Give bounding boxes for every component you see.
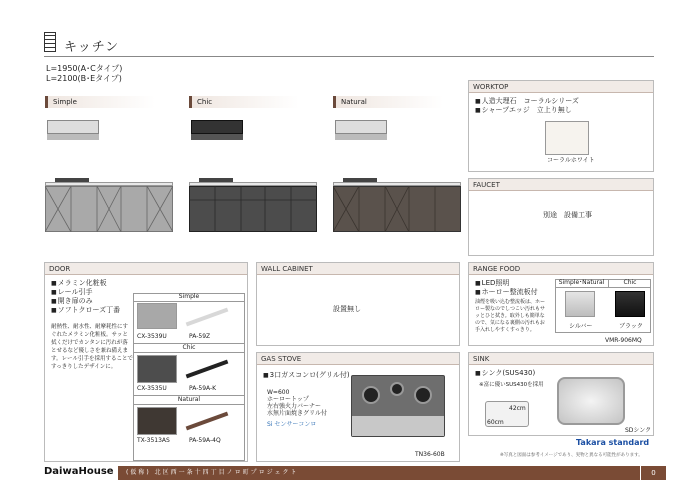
gas-stove-image <box>351 375 445 437</box>
worktop-bullet-2: ■ シャープエッジ 立上り無し <box>475 106 572 115</box>
daiwa-logo: DaiwaHouse <box>44 466 114 477</box>
hood-black-image <box>615 291 645 317</box>
sink-heading: SINK <box>469 353 653 365</box>
door-swatch-chic <box>137 355 177 383</box>
sink-note: ※富に優いSUS430を採用 <box>479 382 544 388</box>
worktop-bullet-1: ■ 人造大理石 コーラルシリーズ <box>475 97 579 106</box>
range-hood-bullet-1: ■ LED照明 <box>475 279 509 288</box>
faucet-panel <box>468 178 654 256</box>
door-handle-code-chic: PA-59A-K <box>189 385 217 392</box>
gas-stove-spec-2: ホーロートップ <box>267 396 309 403</box>
kitchen-image-chic <box>189 116 317 234</box>
hood-col-simple-natural: Simple･Natural <box>555 279 609 288</box>
door-panel-code-chic: CX-3535U <box>137 385 167 392</box>
page-title: キッチン <box>64 40 120 55</box>
sink-dim-width: 42cm <box>509 405 526 412</box>
style-tag-simple: Simple <box>45 96 155 108</box>
project-bar: (仮称) 北区西一条十四丁目ノロ町プロジェクト <box>118 466 640 480</box>
worktop-swatch-caption: コーラルホワイト <box>547 157 595 164</box>
style-tag-natural: Natural <box>333 96 443 108</box>
page-number: 0 <box>640 466 666 480</box>
hood-caption-black: ブラック <box>619 323 643 330</box>
door-bullet-2: ■ レール引手 <box>51 288 93 297</box>
door-description: 耐熱性、耐水性、耐摩耗性にすぐれたメラミン化粧板。サッと拭くだけでカンタンに汚れが落とせるなど優しさを兼ね備えます。レール引手を採用することですっきりしたデザインに。 <box>51 324 133 370</box>
range-hood-description: 油煙を吸い込む整流板は、ホーロー製なのでしつこい汚れもサッとひと拭き。取外しも簡単なので、気になる裏側の汚れもお手入れしやすくすっきり。 <box>475 299 546 333</box>
hood-caption-silver: シルバー <box>569 323 593 330</box>
style-tag-chic: Chic <box>189 96 299 108</box>
hood-silver-image <box>565 291 595 317</box>
door-panel-code-simple: CX-3539U <box>137 333 167 340</box>
door-group-natural: Natural <box>133 395 245 405</box>
gas-stove-panel <box>256 352 460 462</box>
gas-stove-bullet: ■ 3口ガスコンロ(グリル付) <box>263 371 350 380</box>
range-hood-heading: RANGE FOOD <box>469 263 653 275</box>
door-handle-code-simple: PA-59Z <box>189 333 211 340</box>
takara-logo: Takara standard <box>576 438 650 447</box>
door-heading: DOOR <box>45 263 247 275</box>
range-hood-model: VMR-906MQ <box>605 337 642 344</box>
faucet-heading: FAUCET <box>469 179 653 191</box>
gas-stove-heading: GAS STOVE <box>257 353 459 365</box>
range-hood-panel <box>468 262 654 346</box>
wall-cabinet-heading: WALL CABINET <box>257 263 459 275</box>
gas-stove-spec-4: 水無片面焼きグリル付 <box>267 410 328 417</box>
sink-bullet: ■ シンク(SUS430) <box>475 369 535 378</box>
faucet-text: 別途 設備工事 <box>543 211 592 219</box>
footer <box>0 464 700 484</box>
gas-stove-model: TN36-60B <box>415 451 445 458</box>
door-group-chic: Chic <box>133 343 245 353</box>
sink-dim-depth: 60cm <box>487 419 504 426</box>
title-rule <box>44 56 654 57</box>
kitchen-image-natural <box>333 116 461 234</box>
door-swatch-simple <box>137 303 177 329</box>
door-handle-code-natural: PA-59A-4Q <box>189 437 221 444</box>
sink-panel <box>468 352 654 436</box>
door-group-simple: Simple <box>133 293 245 302</box>
door-panel-code-natural: TX-3513AS <box>137 437 170 444</box>
sensor-logo: Si センサーコンロ <box>267 421 317 428</box>
worktop-swatch <box>545 121 589 155</box>
sink-image <box>557 377 625 425</box>
door-swatch-natural <box>137 407 177 435</box>
building-icon <box>44 32 56 52</box>
size-line-2: L=2100(B･Eタイプ) <box>46 74 122 83</box>
hood-col-chic: Chic <box>609 279 651 288</box>
size-line-1: L=1950(A･Cタイプ) <box>46 64 123 73</box>
door-bullet-3: ■ 開き扉のみ <box>51 297 93 306</box>
kitchen-image-simple <box>45 116 173 234</box>
door-panel <box>44 262 248 462</box>
gas-stove-spec-3: 左右強火力バーナー <box>267 403 322 410</box>
worktop-heading: WORKTOP <box>469 81 653 93</box>
footnote: ※写真と図面は参考イメージであり、実物と異なる可能性があります。 <box>500 453 643 458</box>
door-bullet-1: ■ メラミン化粧板 <box>51 279 107 288</box>
wall-cabinet-text: 設置無し <box>333 305 361 313</box>
sink-caption: SDシンク <box>625 427 652 434</box>
wall-cabinet-panel <box>256 262 460 346</box>
range-hood-bullet-2: ■ ホーロー整流板付 <box>475 288 538 297</box>
worktop-panel <box>468 80 654 172</box>
gas-stove-spec-1: W=600 <box>267 389 290 396</box>
door-bullet-4: ■ ソフトクローズ丁番 <box>51 306 120 315</box>
